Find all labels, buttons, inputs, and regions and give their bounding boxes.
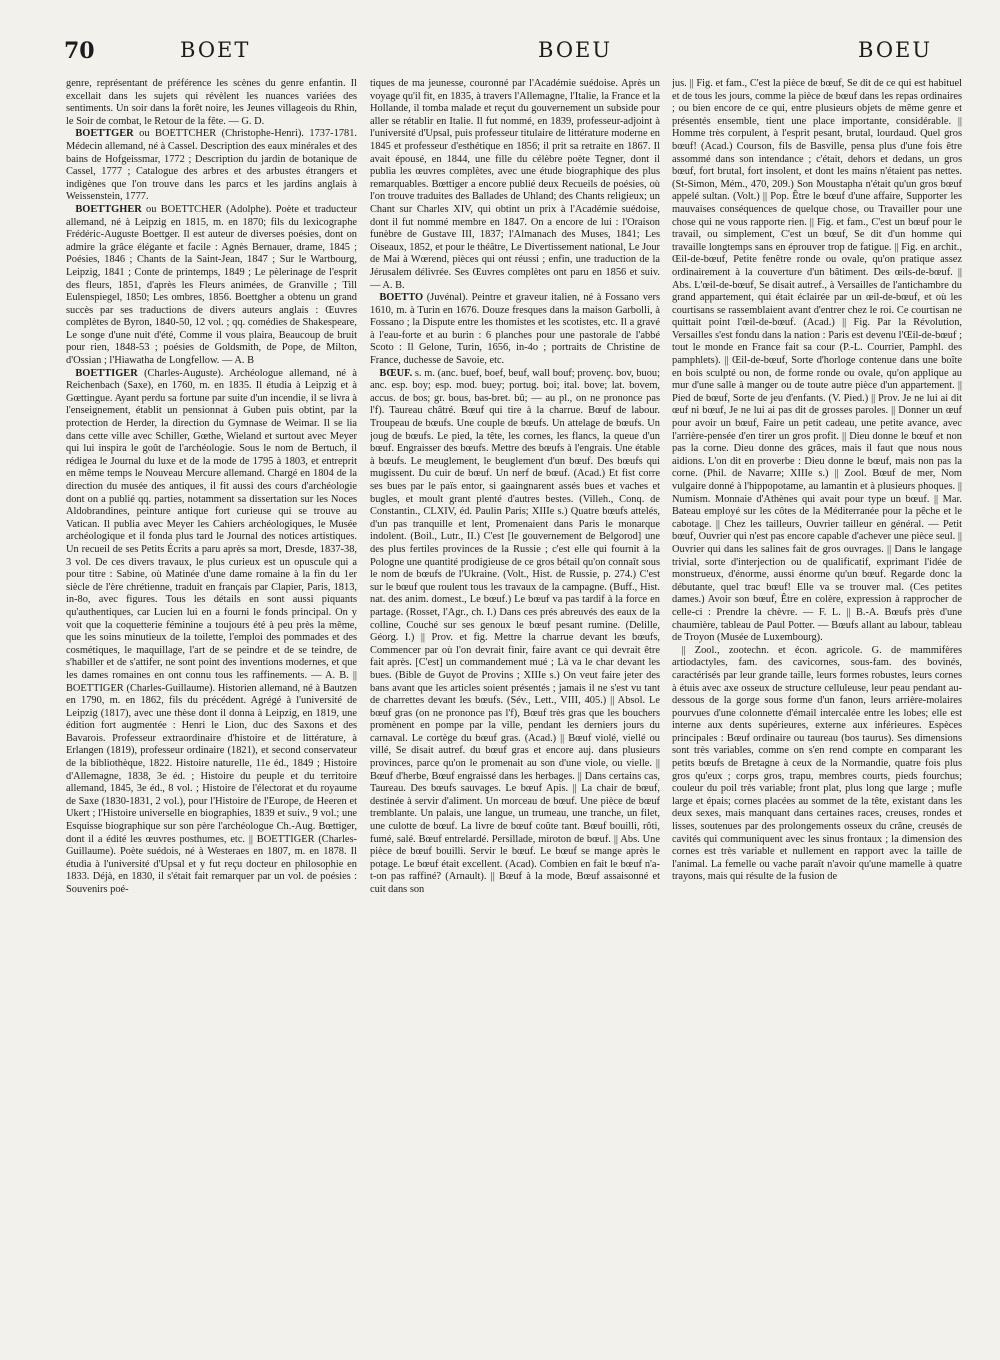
entry-headword: BOETTIGER xyxy=(75,367,138,379)
paragraph-text: jus. || Fig. et fam., C'est la pièce de bœuf, Se dit de ce qui est habituel et de tous les jours, comme la pièce de bœuf dans les repas ordinaires ; ou bien encore de ce qui, entre plusieurs objets de même genre et présentés ensemble, tient une place importante, considérable. || Homme très corpulent, à l'esprit pesant, brutal, lourdaud. Quel gros bœuf! (Acad.) Courson, fils de Basville, pensa plus d'une fois être assommé dans son intendance ; c'était, dehors et dedans, un gros bœuf, fort brutal, fort insolent, et dont les mains n'étaient pas nettes. (St-Simon, Mém., 470, 209.) Son Moustapha n'était qu'un gros bœuf appelé sultan. (Volt.) || Pop. Être le bœuf d'une affaire, Supporter les mauvaises conséquences de quelque chose, ou Travailler pour une chose qui ne vous rapporte rien. || Fig. et fam., C'est un bœuf pour le travail, ou simplement, C'est un bœuf, Se dit d'un homme qui travaille longtemps sans en éprouver trop de fatigue. || Fig. en archit., Œil-de-bœuf, Petite fenêtre ronde ou ovale, qu'on pratique assez ordinairement à la couverture d'un bâtiment. Des œils-de-bœuf. || Abs. L'œil-de-bœuf, Se disait autref., à Versailles de l'antichambre du grand appartement, qui était éclairée par un œil-de-bœuf, et où les courtisans se rassemblaient avant d'entrer chez le roi. Ce courtisan ne quittait point l'œil-de-bœuf. (Acad.) || Fig. Par la Révolution, Versailles s'est fondu dans la nation : Paris est devenu l'Œil-de-bœuf ; tout le monde en France fait sa cour (P.-L. Courrier, Pamphl. des pamphlets). || Œil-de-bœuf, Sorte d'horloge contenue dans une boîte en bois sculpté ou non, de forme ronde ou ovale, qu'on applique au mur d'une salle à manger ou de toute autre pièce d'un appartement. || Pied de bœuf, Sorte de jeu d'enfants. (V. Pied.) || Prov. Je ne lui ai dit œuf ni bœuf, Je ne lui ai pas dit de grosses paroles. || Donner un œuf pour avoir un bœuf, Faire un petit cadeau, une petite avance, avec l'arrière-pensée d'en tirer un gros profit. || Dieu donne le bœuf et non pas la corne. Dieu donne des grâces, mais il faut que nous nous aidions. L'on dit en proverbe : Dieu donne le bœuf, mais non pas la corne. (Phil. de Navarre; XIIIe s.) || Zool. Bœuf de mer, Nom vulgaire donné à l'hippopotame, au lamantin et à plusieurs phoques. || Numism. Monnaie d'Athènes qui avait pour type un bœuf. || Mar. Bateau employé sur les côtes de la Méditerranée pour la pêche et le cabotage. || Chez les tailleurs, Ouvrier tailleur en général. — Petit bœuf, Ouvrier qui n'est pas encore capable d'achever une pièce seul. || Ouvrier qui dans les salines fait de gros ouvrages. || Dans le langage trivial, sorte d'interjection ou de qualificatif, exprimant l'idée de monstrueux, d'énorme, aussi énorme qu'un bœuf. Regarde donc la débutante, quel trac bœuf! Elle va se trouver mal. (Ces petites dames.) Avoir son bœuf, Être en colère, expression à rapprocher de celle-ci : Prendre la chèvre. — F. L. || B.-A. Bœufs près d'une chaumière, tableau de Paul Potter. — Bœufs allant au labour, tableau de Troyon (Musée de Luxembourg). xyxy=(672,78,962,644)
guide-word-right: BOEU xyxy=(858,38,933,62)
entry xyxy=(370,292,660,368)
paragraph xyxy=(672,78,962,645)
entry xyxy=(370,368,660,897)
entry-headword: BŒUF. xyxy=(379,367,413,379)
entry-headword: BOETTO xyxy=(379,292,424,304)
entry-text: s. m. (anc. buef, boef, beuf, wall bouf; provenç. bov, buou; anc. esp. boy; esp. mod. buey; portug. boi; ital. bove; lat. bovem, accus. de bos; gr. bous, bas-bret. bû; — au pl., on ne prononce pas l'f). Taureau châtré. Bœuf qui tire à la charrue. Bœuf de labour. Troupeau de bœufs. Une couple de bœufs. Un attelage de bœufs. Un joug de bœufs. Le pied, la tête, les cornes, les flancs, la queue d'un bœuf. Engraisser des bœufs. Mettre des bœufs à l'engrais. Une étable à bœufs. Le meuglement, le beuglement d'un bœuf. Des bœufs qui mugissent. Du cuir de bœuf. Un nerf de bœuf. (Acad.) Et fist corre ses bues par le païs entor, si gaaingnarent assés bues et vaches et bugles, et moult grant plenté d'autres bestes. (Villeh., Conq. de Constantin., CLXIV, éd. Paulin Paris; XIIIe s.) Quatre bœufs attelés, d'un pas tranquille et lent, Promenaient dans Paris le monarque indolent. (Boil., Lutr., II.) C'est [le gouvernement de Belgorod] une des plus fertiles provinces de la Russie ; c'est elle qui fournit à la Pologne une quantité prodigieuse de ce gros bétail qu'on connaît sous le nom de bœufs de l'Ukraine. (Volt., Hist. de Russie, p. 274.) C'est sur le bœuf que roulent tous les travaux de la campagne. (Buff., Hist. nat. des anim. domest., Le bœuf.) Le bœuf va pas tardif à la force en partage. (Rosset, l'Agr., ch. I.) Dans ces prés abreuvés des eaux de la colline, Couché sur ses genoux le bœuf pesant rumine. (Delille, Géorg. I.) || Prov. et fig. Mettre la charrue devant les bœufs, Commencer par où l'on devrait finir, faire avant ce qui devrait être fait après. [C'est] un commandement mué ; Là va le char devant les bues. (Bible de Guyot de Provins ; XIIIe s.) On veut faire jeter des bans avant que les articles soient présentés ; jamais il ne s'est vu tant de charrettes devant les bœufs. (Sév., Lett., VIII, 405.) || Absol. Le bœuf gras (on ne prononce pas l'f), Bœuf très gras que les bouchers promènent en pompe par la ville, pendant les derniers jours du carnaval. Le cortège du bœuf gras. (Acad.) || Bœuf violé, viellé ou villé, Se disait autref. du bœuf gras et encore auj. dans plusieurs provinces, parce qu'on le promenait au son d'une viole, ou vielle. || Bœuf d'herbe, Bœuf engraissé dans les herbages. || Dans certains cas, Taureau. Des bœufs sauvages. Le bœuf Apis. || La chair de bœuf, destinée à servir d'aliment. Un morceau de bœuf. Une pièce de bœuf tremblante. Un palais, une langue, un trumeau, une tranche, un filet, une culotte de bœuf. La livre de bœuf coûte tant. Bœuf bouilli, rôti, fumé, salé. Bœuf entrelardé. Persillade, miroton de bœuf. || Abs. Une pièce de bœuf bouilli. Servir le bœuf. Le bœuf se mange après le potage. Le bœuf était excellent. (Acad). Combien en fait le bœuf n'a-t-on pas raffiné? (Arnault). || Bœuf à la mode, Bœuf assaisonné et cuit dans son xyxy=(370,367,660,895)
paragraph xyxy=(66,78,357,128)
paragraph xyxy=(370,78,660,292)
running-header xyxy=(60,38,960,70)
text-column-1 xyxy=(66,78,357,1328)
text-column-3 xyxy=(672,78,962,1328)
entry-text: ou BOETTCHER (Adolphe). Poète et traducteur allemand, né à Leipzig en 1815, m. en 1870; fils du lexicographe Frédéric-Auguste Boettger. Il est auteur de diverses poésies, dont on admire la grâce élégante et facile : Agnès Bernauer, drame, 1845 ; Poésies, 1846 ; Chants de la Saint-Jean, 1847 ; Sur le Wartbourg, Leipzig, 1841 ; Conte de printemps, 1849 ; Le pèlerinage de l'esprit des fleurs, 1851, d'après les Fleurs animées, de Granville ; Till Eulenspiegel, 1850; Les ombres, 1856. Boettgher a obtenu un grand succès par ses traductions de divers auteurs anglais : Œuvres complètes de Byron, 1840-50, 12 vol. ; qq. comédies de Shakespeare, Le songe d'une nuit d'été, Comme il vous plaira, Beaucoup de bruit pour rien, 1848-53 ; poésies de Goldsmith, de Pope, de Milton, d'Ossian ; l'Hiawatha de Longfellow. — A. B xyxy=(66,203,357,367)
entry-text: (Charles-Auguste). Archéologue allemand, né à Reichenbach (Saxe), en 1760, m. en 1835. Il étudia à Leipzig et à Gœttingue. Ayant perdu sa fortune par suite d'un incendie, il se livra à l'enseignement, établit un pensionnat à Guben puis obtint, par la protection de Herder, la direction du Gymnase de Weimar. Il se lia dans cette ville avec Schiller, Gœthe, Wieland et surtout avec Meyer qui lui inspira le goût de l'archéologie. Sous le nom de Bertuch, il rédigea le Journal du luxe et de la mode de 1795 à 1803, et entreprit en même temps le Nouveau Mercure allemand. Chargé en 1804 de la direction du musée des antiques, il fit aussi des cours d'archéologie dont on a publié qq. parties, notamment sa dissertation sur les Noces Aldobrandines, peinture antique fort curieuse qui se trouve au Vatican. Il publia avec Meyer les Cahiers archéologiques, le Musée archéologique et il fonda plus tard le Journal des notices artistiques. Un recueil de ses Petits Écrits a paru après sa mort, Dresde, 1837-38, 3 vol. De ces divers travaux, le plus curieux est un opuscule qui a pour titre : Sabine, où Matinée d'une dame romaine à la fin du 1er siècle de l'ère chrétienne, traduit en français par Clapier, Paris, 1813, in-8o, avec figures. Tous les détails en sont aussi piquants qu'authentiques, car Lucien lui en a fourni le fonds principal. On y voit que la coquetterie féminine a toujours été à peu près la même, que les soins minutieux de la toilette, l'emploi des pommades et des cosmétiques, le maquillage, l'art de se peindre et de se teindre, de s'habiller et de s'attifer, ne sont point des inventions modernes, et que les dames romaines en ont connu tous les raffinements. — A. B. || BOETTIGER (Charles-Guillaume). Historien allemand, né à Bautzen en 1790, m. en 1862, fils du précédent. Agrégé à l'université de Leipzig (1817), avec une thèse dont il donna à Leipzig, en 1819, une édition fort augmentée : Henri le Lion, duc des Saxons et des Bavarois. Professeur extraordinaire d'histoire et de littérature, à Erlangen (1819), professeur ordinaire (1821), et second conservateur de la bibliothèque, 1822. Histoire naturelle, 11e éd., 1849 ; Histoire d'Allemagne, 1838, 3e éd. ; Histoire du peuple et du territoire allemand, 1845, 3e éd., 8 vol. ; Histoire de l'électorat et du royaume de Saxe (1830-1831, 2 vol.), pour l'Histoire de l'Europe, de Heeren et Ukert ; l'Histoire universelle en biographies, 1839 et suiv., 9 vol.; une Esquisse biographique sur son père l'archéologue Ch.-Aug. Bœttiger, dont il a édité les œuvres posthumes, etc. || BOETTIGER (Charles-Guillaume). Poète suédois, né à Westeraes en 1807, m. en 1878. Il étudia à l'université d'Upsal et y fut reçu docteur en philosophie en 1833. Déjà, en 1830, il s'était fait remarquer par un vol. de poésies : Souvenirs poé- xyxy=(66,367,357,895)
entry xyxy=(66,128,357,204)
entry-text: (Juvénal). Peintre et graveur italien, né à Fossano vers 1610, m. à Turin en 1676. Douze fresques dans la maison Garbolli, à Fossano ; la Dispute entre les thomistes et les scotistes, etc. Il a gravé à l'eau-forte et au burin : 6 planches pour une pastorale de l'abbé Scoto : Il Gelone, Turin, 1656, in-4o ; portraits de Christine de France, duchesse de Savoie, etc. xyxy=(370,292,660,367)
entry xyxy=(66,368,357,897)
page-number: 70 xyxy=(64,38,95,64)
guide-word-left: BOET xyxy=(180,38,251,62)
entry-headword: BOETTGHER xyxy=(75,203,142,215)
paragraph-text: tiques de ma jeunesse, couronné par l'Académie suédoise. Après un voyage qu'il fit, en 1835, à travers l'Allemagne, l'Italie, la France et la Hollande, il tomba malade et reçut du gouvernement un subside pour aller se rétablir en Italie. Il fut nommé, en 1839, professeur-adjoint à l'université d'Upsal, puis professeur titulaire de littérature moderne en 1845 et professeur d'esthétique en 1856; il prit sa retraite en 1867. Il avait épousé, en 1844, une fille du célèbre poète Tegner, dont il publia les œuvres complètes, avec une étude biographique des plus remarquables. Bœttiger a encore publié deux Recueils de poésies, où l'on trouve traduites des Ballades de Uhland; des Chants religieux; un Chant sur Charles XIV, qui obtint un prix à l'Académie suédoise, dont il fut nommé membre en 1847. On a encore de lui : l'Oraison funèbre de Gustave III, 1837; l'Almanach des Muses, 1841; Les Oiseaux, 1852, et pour le théâtre, Le Divertissement national, Le Jour de Mai à Wœrend, pièces qui ont réussi ; enfin, une traduction de la Jérusalem délivrée. Ses Œuvres complètes ont paru en 1856 et suiv. — A. B. xyxy=(370,78,660,291)
text-column-2 xyxy=(370,78,660,1328)
entry xyxy=(66,204,357,368)
entry-text: ou BOETTCHER (Christophe-Henri). 1737-1781. Médecin allemand, né à Cassel. Description des eaux minérales et des bains de Hofgeissmar, 1772 ; Description du jardin de botanique de Cassel, 1777 ; Catalogue des arbres et des arbustes étrangers et indigènes que l'on trouve dans les parcs et les jardins anglais à Weissenstein, 1777. xyxy=(66,128,357,203)
paragraph xyxy=(672,645,962,884)
guide-word-center: BOEU xyxy=(538,38,613,62)
paragraph-text: || Zool., zootechn. et écon. agricole. G. de mammifères artiodactyles, fam. des cavicornes, sous-fam. des bovinés, caractérisés par leur grande taille, leurs formes robustes, leurs cornes à étuis avec axe osseux de structure celluleuse, leur peau pendant au-dessous de la gorge sous forme d'un fanon, leurs arrière-molaires pourvues d'une colonnette d'émail intercalée entre les lobes; elle est interne aux dents supérieures, externe aux inférieures. Espèces principales : Bœuf ordinaire ou taureau (bos taurus). Ses dimensions sont très variables, comme on s'en rend compte en comparant les petits bœufs de Bretagne à ceux de la Normandie, quatre fois plus gros qu'eux ; corps gros, trapu, membres courts, pieds fourchus; couleur du poil très variable; front plat, plus long que large ; mufle large et épais; cornes placées au sommet de la tête, existant dans les deux sexes, mais manquant dans certaines races, creuses, rondes et lisses, soutenues par des prolongements osseux du crâne, creusés de cavités qui communiquent avec les sinus frontaux ; la dimension des cornes est très variable et nullement en rapport avec la taille de l'animal. La femelle ou vache paraît n'avoir qu'une mamelle à quatre trayons, mais qui résulte de la fusion de xyxy=(672,644,962,883)
paragraph-text: genre, représentant de préférence les scènes du genre enfantin. Il excellait dans les sujets qui révèlent les nuances variées des sentiments. Un soir dans la forêt noire, les Jeunes villageois du Rhin, le Soir de combat, le Retour de la fête. — G. D. xyxy=(66,78,357,127)
entry-headword: BOETTGER xyxy=(75,128,134,140)
